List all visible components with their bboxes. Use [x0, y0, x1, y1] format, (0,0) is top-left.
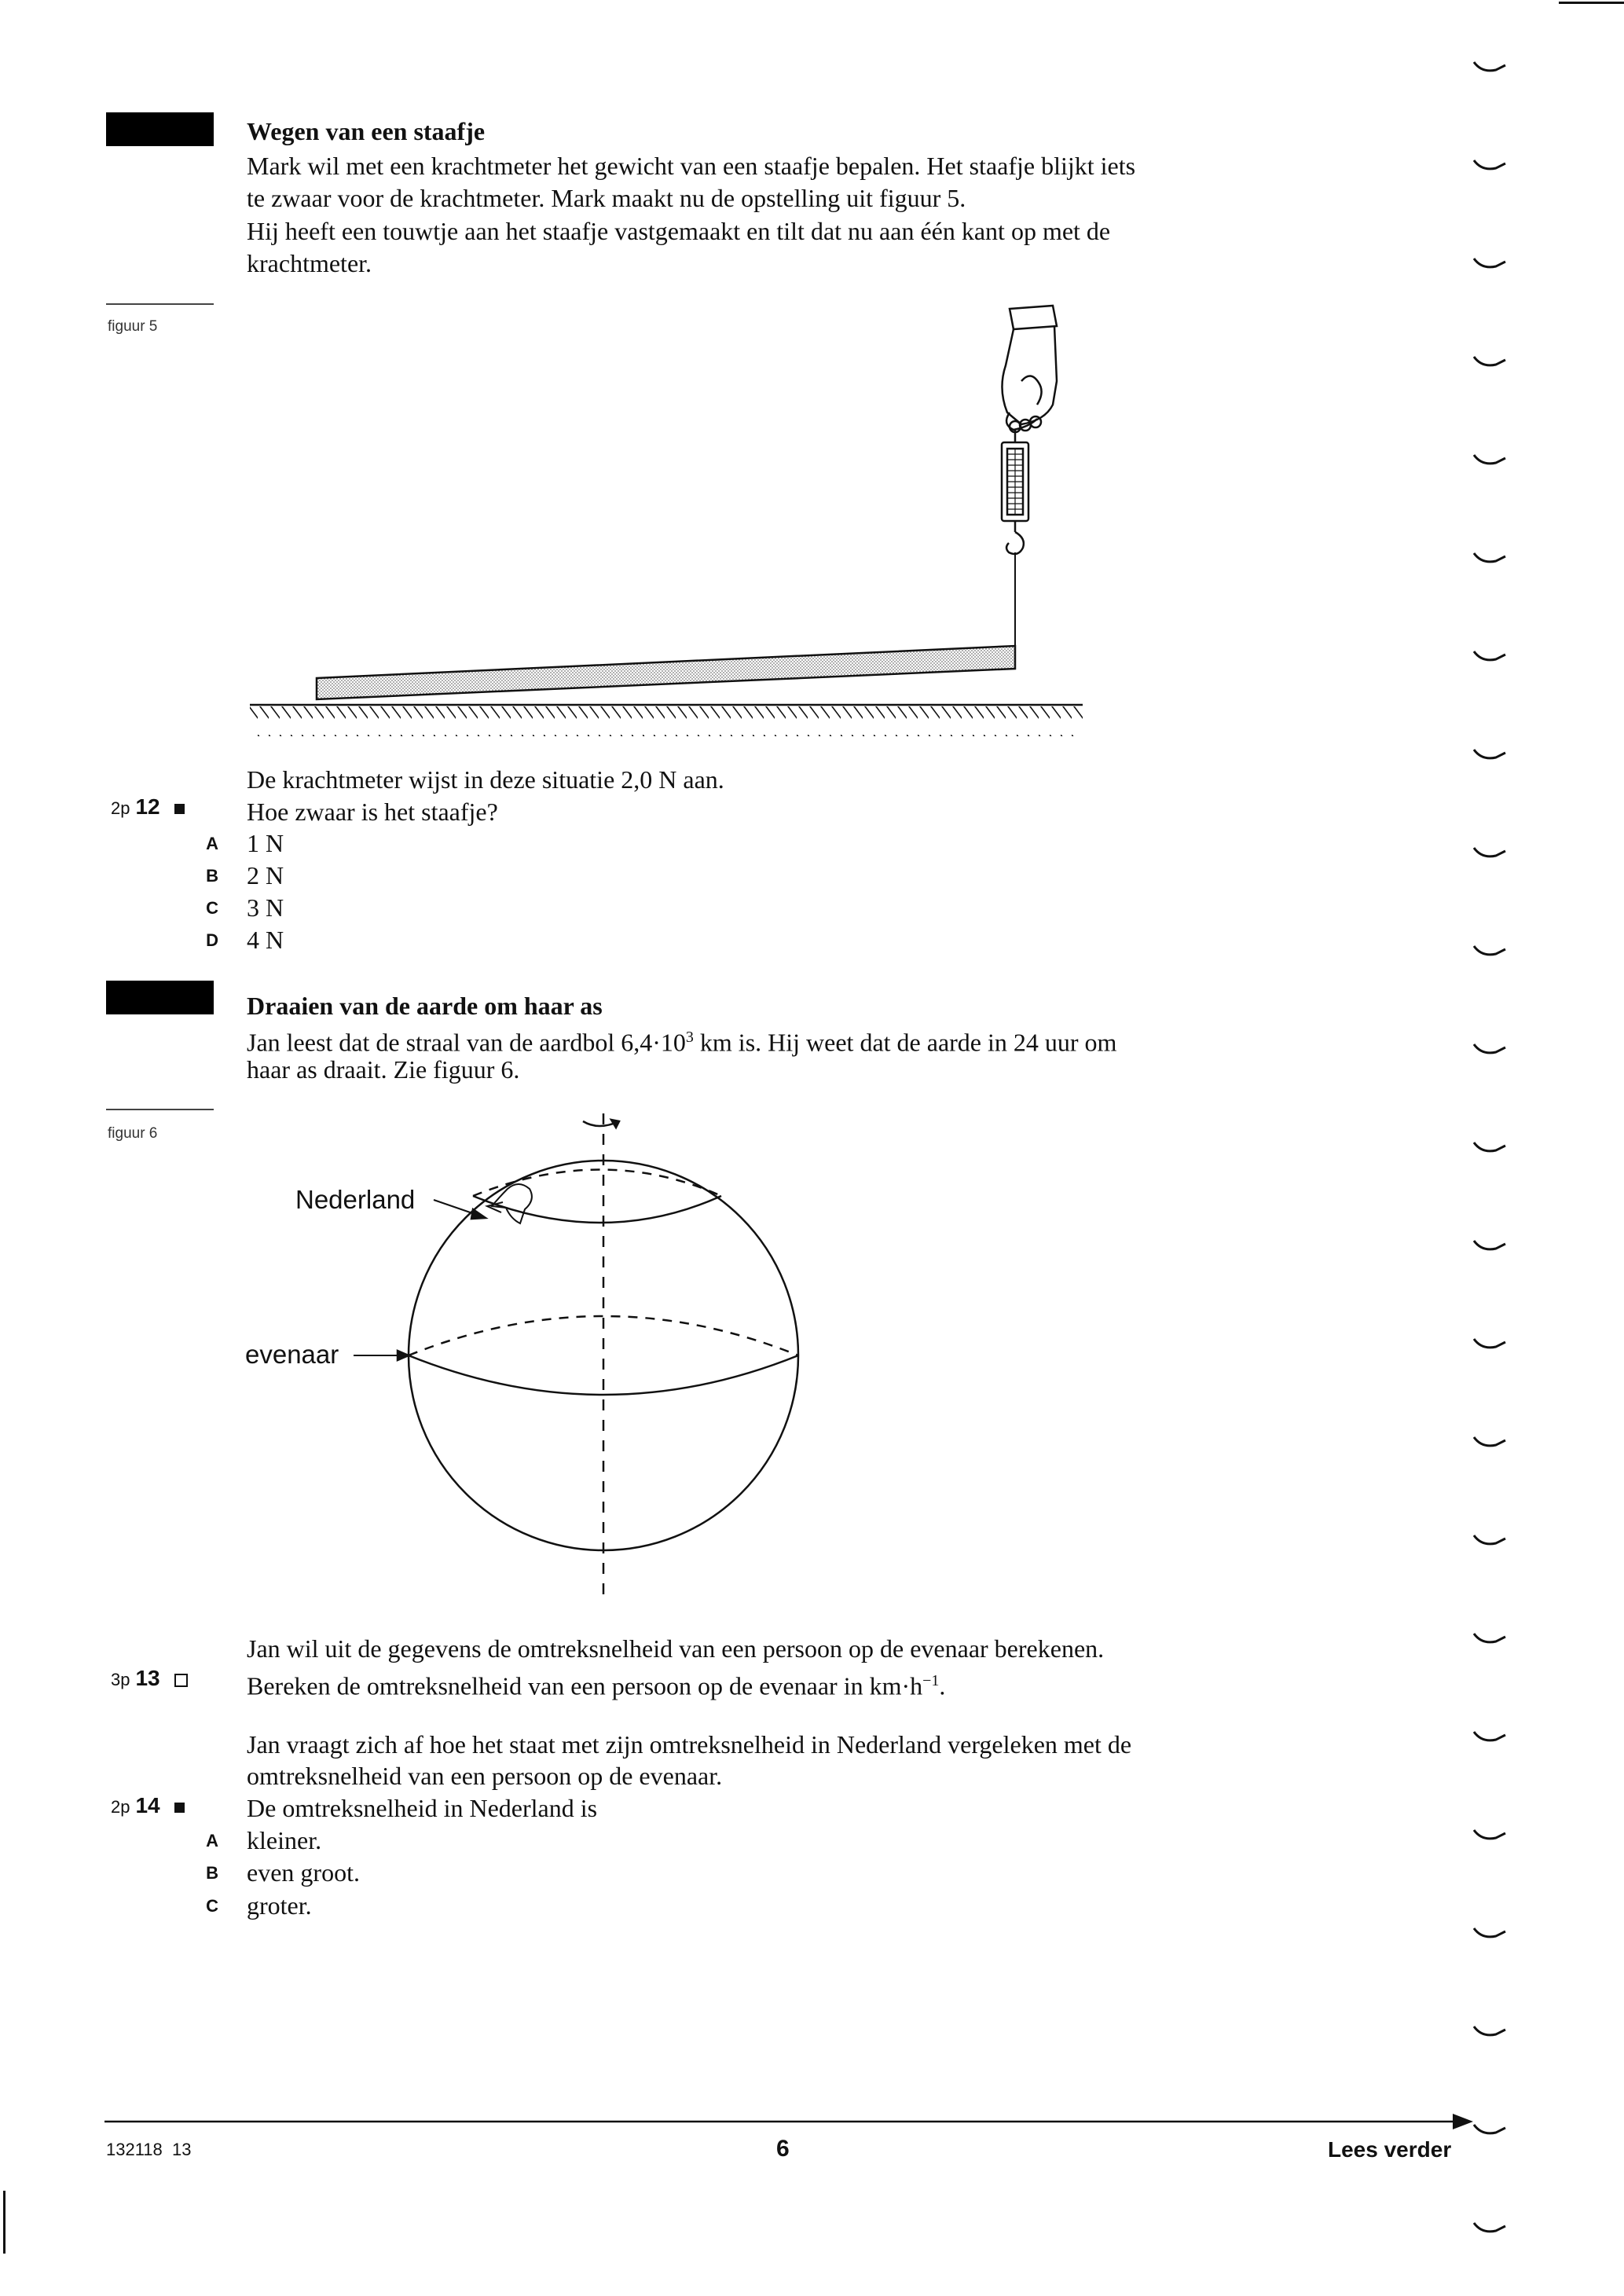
question-text [247, 1665, 945, 1702]
option-letter: B [206, 866, 218, 886]
question-number [111, 794, 185, 820]
check-tick-icon [1472, 1041, 1507, 1060]
option-letter: A [206, 1831, 218, 1850]
question-number-label: 13 [135, 1666, 160, 1690]
open-question-icon [174, 1674, 188, 1687]
check-tick-icon [1472, 1434, 1507, 1453]
check-tick-icon [1472, 2023, 1507, 2042]
option-letter: A [206, 834, 218, 853]
footer-arrow [104, 2112, 1476, 2129]
option-text[interactable]: 2 N [247, 861, 284, 889]
section-title: Wegen van een staafje [247, 117, 486, 145]
question-intro: Jan vraagt zich af hoe het staat met zijn omtreksnelheid in Nederland vergeleken met de [247, 1730, 1132, 1759]
section-text-line: te zwaar voor de krachtmeter. Mark maakt nu de opstelling uit figuur 5. [247, 184, 966, 212]
section-marker [106, 981, 214, 1014]
section-title: Draaien van de aarde om haar as [247, 992, 603, 1020]
check-tick-icon [1472, 550, 1507, 569]
option-letter: D [206, 930, 218, 950]
check-tick-icon [1472, 1336, 1507, 1355]
check-tick-icon [1472, 354, 1507, 372]
question-intro: omtreksnelheid van een persoon op de evenaar. [247, 1762, 723, 1790]
check-tick-icon [1472, 2122, 1507, 2140]
check-tick-icon [1472, 157, 1507, 176]
section-text-line: haar as draait. Zie figuur 6. [247, 1055, 520, 1084]
option-text[interactable]: even groot. [247, 1858, 360, 1887]
question-number-label: 12 [135, 794, 160, 819]
points-label: 3p [111, 1670, 130, 1689]
check-tick-icon [1472, 943, 1507, 962]
next-page-label: Lees verder [1328, 2137, 1452, 2162]
option-letter: B [206, 1863, 218, 1883]
check-tick-icon [1472, 648, 1507, 667]
option-text[interactable]: 1 N [247, 829, 284, 857]
figure-divider [106, 1109, 214, 1110]
question-intro: Jan wil uit de gegevens de omtreksnelheid van een persoon op de evenaar berekenen. [247, 1634, 1105, 1663]
section-text-line: krachtmeter. [247, 249, 372, 277]
question-number [111, 1793, 185, 1818]
check-tick-icon [1472, 1139, 1507, 1158]
closed-question-icon [174, 804, 185, 814]
section-text-line [247, 1021, 1116, 1058]
question-number [111, 1666, 188, 1691]
figure-5-spring-scale [236, 295, 1100, 750]
option-text[interactable]: groter. [247, 1891, 312, 1920]
footer-code: 132118 13 [106, 2140, 192, 2159]
option-letter: C [206, 1896, 218, 1916]
check-tick-icon [1472, 2220, 1507, 2239]
check-tick-icon [1472, 255, 1507, 274]
hand-icon [1002, 306, 1057, 432]
page-number: 6 [776, 2136, 790, 2162]
text-part: . [939, 1671, 946, 1700]
floor-hatch [250, 706, 1083, 736]
option-text[interactable]: kleiner. [247, 1826, 322, 1854]
section-text-line: Hij heeft een touwtje aan het staafje vastgemaakt en tilt dat nu aan één kant op met de [247, 217, 1111, 245]
check-tick-icon [1472, 1729, 1507, 1748]
question-number-label: 14 [135, 1793, 160, 1817]
figure-label-evenaar: evenaar [245, 1340, 339, 1369]
edge-mark [1559, 2, 1624, 4]
text-part: Jan leest dat de straal van de aardbol 6,4·10 [247, 1028, 686, 1057]
figure-label: figuur 5 [108, 318, 158, 335]
points-label: 2p [111, 1797, 130, 1817]
check-tick-icon [1472, 1925, 1507, 1944]
spring-scale-icon [1002, 430, 1028, 648]
check-tick-icon [1472, 59, 1507, 78]
superscript: 3 [685, 1029, 694, 1046]
rod-shape [317, 646, 1015, 699]
question-text: Hoe zwaar is het staafje? [247, 798, 498, 826]
option-letter: C [206, 898, 218, 918]
text-part: km is. Hij weet dat de aarde in 24 uur om [693, 1028, 1117, 1057]
check-tick-icon [1472, 452, 1507, 471]
option-text[interactable]: 4 N [247, 926, 284, 954]
section-marker [106, 112, 214, 146]
edge-mark [3, 2191, 5, 2254]
check-tick-icon [1472, 1630, 1507, 1649]
question-intro: De krachtmeter wijst in deze situatie 2,0 N aan. [247, 765, 724, 794]
points-label: 2p [111, 798, 130, 818]
closed-question-icon [174, 1803, 185, 1813]
check-tick-icon [1472, 1532, 1507, 1551]
check-tick-icon [1472, 845, 1507, 864]
check-tick-icon [1472, 1827, 1507, 1846]
figure-label-nederland: Nederland [295, 1185, 416, 1214]
figure-label: figuur 6 [108, 1125, 158, 1142]
option-text[interactable]: 3 N [247, 893, 284, 922]
text-part: Bereken de omtreksnelheid van een persoon op de evenaar in km·h [247, 1671, 923, 1700]
check-tick-icon [1472, 746, 1507, 765]
figure-divider [106, 303, 214, 305]
question-text: De omtreksnelheid in Nederland is [247, 1794, 598, 1822]
check-tick-icon [1472, 1238, 1507, 1256]
superscript: −1 [922, 1672, 940, 1689]
section-text-line: Mark wil met een krachtmeter het gewicht van een staafje bepalen. Het staafje blijkt iets [247, 152, 1136, 180]
